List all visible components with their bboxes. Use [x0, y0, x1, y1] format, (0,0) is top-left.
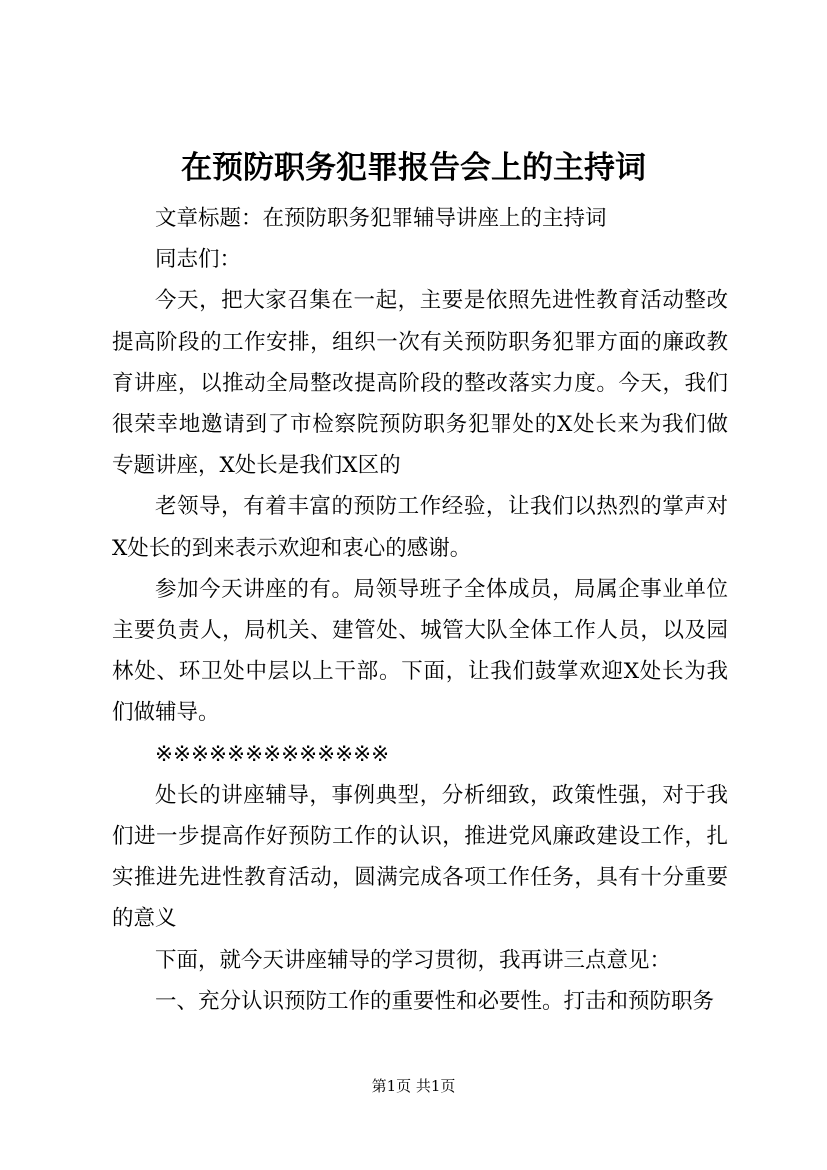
separator-line: ※※※※※※※※※※※※※ [155, 741, 390, 767]
paragraph-intro: 今天，把大家召集在一起，主要是依照先进性教育活动整改提高阶段的工作安排，组织一次有关预防职务犯罪方面的廉政教育讲座，以推动全局整改提高阶段的整改落实力度。今天，我们很荣幸地邀请到了市检察院预防职务犯罪处的X处长来为我们做专题讲座，X处长是我们X区的 [112, 288, 728, 479]
paragraph-welcome: 老领导，有着丰富的预防工作经验，让我们以热烈的掌声对X处长的到来表示欢迎和衷心的感谢。 [112, 494, 728, 561]
page-footer: 第1页 共1页 [371, 1077, 456, 1095]
document-body [112, 198, 728, 1022]
article-title-line: 文章标题：在预防职务犯罪辅导讲座上的主持词 [155, 206, 607, 231]
paragraph-summary: 处长的讲座辅导，事例典型，分析细致，政策性强，对于我们进一步提高作好预防工作的认识，推进党风廉政建设工作，扎实推进先进性教育活动，圆满完成各项工作任务，具有十分重要的意义 [112, 782, 728, 932]
paragraph-attendees: 参加今天讲座的有。局领导班子全体成员，局属企事业单位主要负责人，局机关、建管处、城管大队全体工作人员，以及园林处、环卫处中层以上干部。下面，让我们鼓掌欢迎X处长为我们做辅导。 [112, 576, 728, 726]
paragraph-three-points: 下面，就今天讲座辅导的学习贯彻，我再讲三点意见： [155, 947, 672, 973]
document-title: 在预防职务犯罪报告会上的主持词 [181, 150, 646, 186]
salutation: 同志们： [155, 247, 242, 273]
paragraph-point-one: 一、充分认识预防工作的重要性和必要性。打击和预防职务 [155, 988, 715, 1014]
